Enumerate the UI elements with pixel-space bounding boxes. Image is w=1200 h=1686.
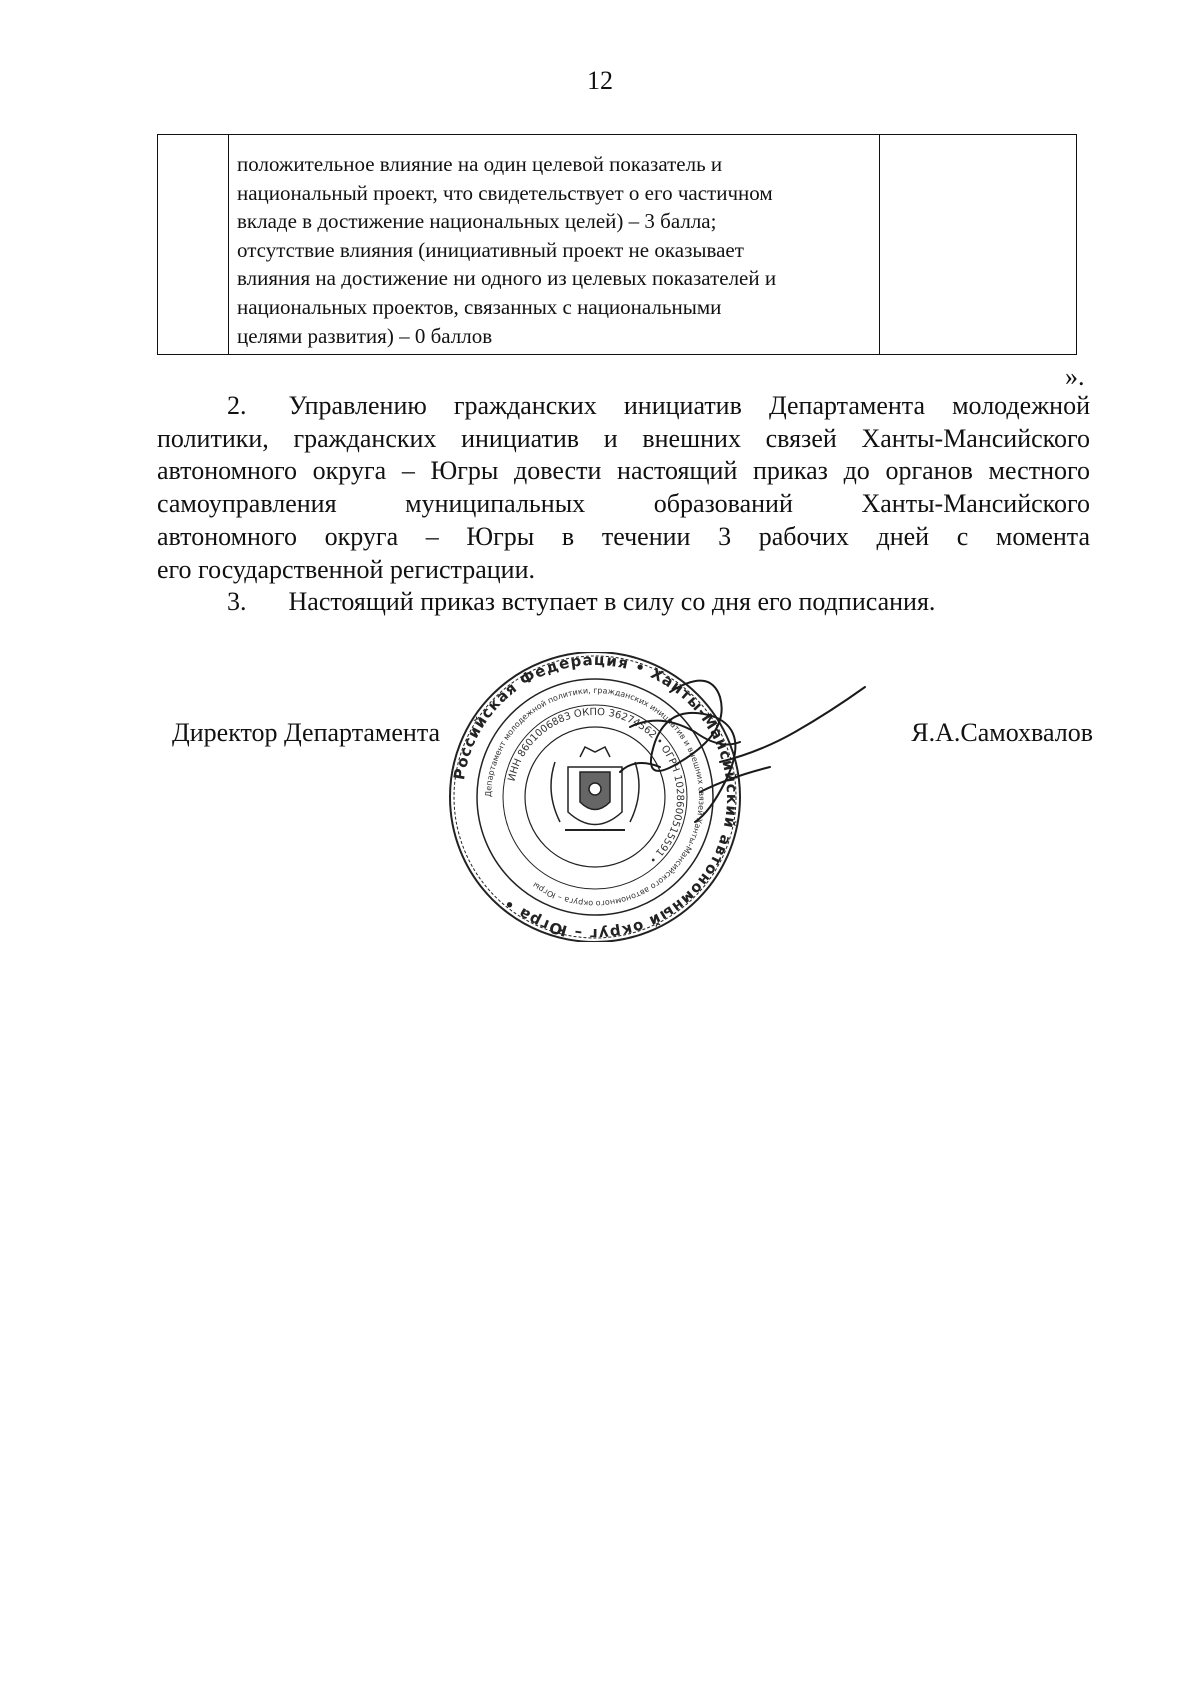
criteria-text [229, 135, 879, 350]
signatory-name: Я.А.Самохвалов [911, 718, 1093, 747]
paragraph-2 [157, 390, 1090, 586]
paragraph-line: его государственной регистрации. [157, 554, 535, 584]
svg-text:Российская Федерация • Ханты-М: Российская Федерация • Ханты-Мансийский автономный округ – Югра • [450, 652, 742, 942]
paragraph-text: Управлению гражданских инициатив Департамента молодежной [288, 391, 1090, 420]
table-cell-criteria [229, 135, 880, 355]
table-cell-number [158, 135, 229, 355]
criteria-line: национальных проектов, связанных с национальными [237, 294, 722, 319]
criteria-line: отсутствие влияния (инициативный проект не оказывает [237, 237, 744, 262]
paragraph-line [157, 586, 1090, 619]
handwritten-signature [600, 672, 880, 842]
criteria-table [157, 134, 1077, 355]
paragraph-number: 3. [227, 587, 247, 616]
paragraph-line [157, 390, 1090, 423]
paragraph-3 [157, 586, 1090, 619]
paragraph-line: самоуправления муниципальных образований Ханты-Мансийского [157, 489, 1090, 519]
table-row [158, 135, 1077, 355]
paragraph-line: автономного округа – Югры в течении 3 рабочих дней с момента [157, 521, 1090, 551]
paragraph-number: 2. [227, 391, 247, 420]
criteria-line: национальный проект, что свидетельствует о его частичном [237, 180, 773, 205]
paragraph-line: автономного округа – Югры довести настоящий приказ до органов местного [157, 456, 1090, 486]
svg-text:Департамент молодежной политик: Департамент молодежной политики, гражданских инициатив и внешних связей Ханты-Мансийского автономного округа – Югры [483, 685, 707, 909]
closing-quote: ». [1065, 362, 1085, 391]
table-cell-score [880, 135, 1077, 355]
criteria-line: положительное влияние на один целевой показатель и [237, 152, 723, 176]
criteria-line: целями развития) – 0 баллов [237, 323, 493, 348]
criteria-line: влияния на достижение ни одного из целевых показателей и [237, 266, 777, 291]
svg-text:ИНН 8601006883 ОКПО 36274562 •: ИНН 8601006883 ОКПО 36274562 • ОГРН 1028600515591 • [506, 706, 686, 866]
paragraph-line: политики, гражданских инициатив и внешних связей Ханты-Мансийского [157, 423, 1090, 453]
signatory-position: Директор Департамента [172, 718, 441, 747]
criteria-line: вкладе в достижение национальных целей) – 3 балла; [237, 209, 717, 234]
page-number: 12 [587, 66, 613, 95]
paragraph-text: Настоящий приказ вступает в силу со дня его подписания. [288, 587, 936, 616]
